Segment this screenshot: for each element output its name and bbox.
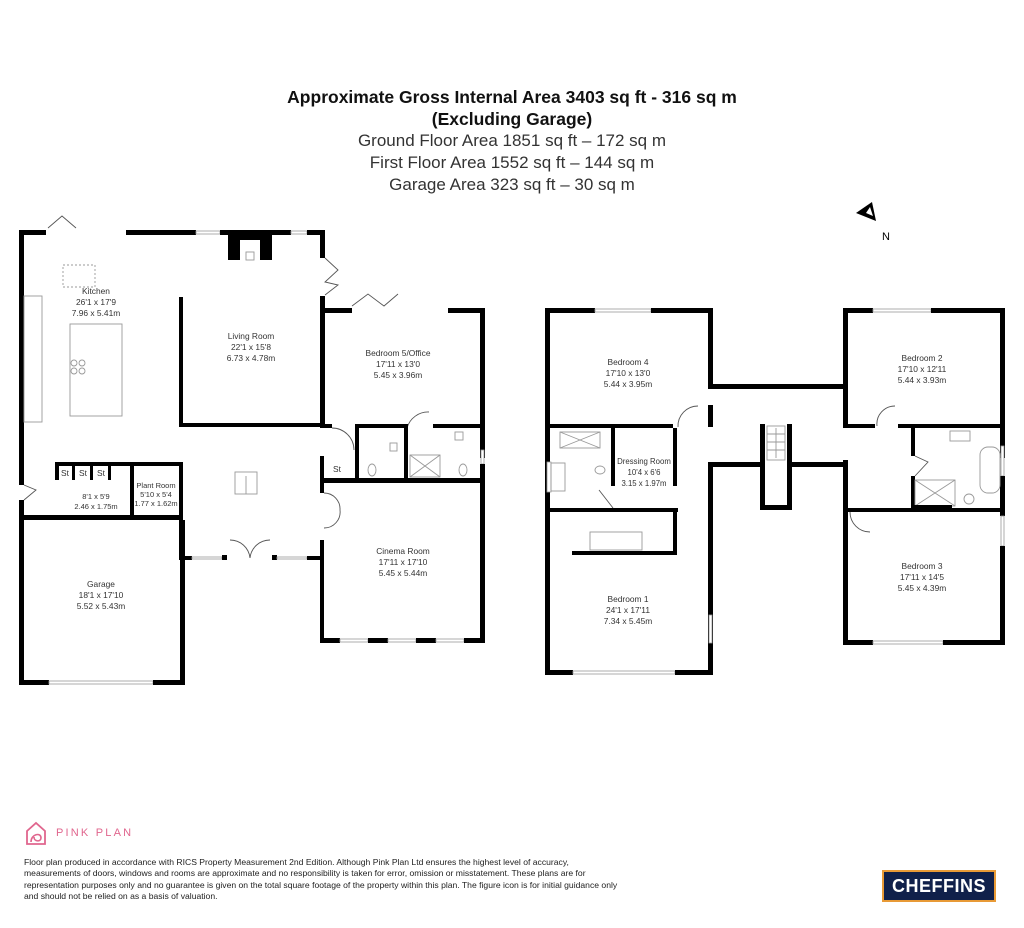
svg-text:24'1 x 17'11: 24'1 x 17'11 <box>605 605 651 615</box>
svg-text:Dressing Room: Dressing Room <box>617 457 671 466</box>
svg-text:Cinema Room: Cinema Room <box>376 546 430 556</box>
garage-area: Garage Area 323 sq ft – 30 sq m <box>389 175 635 194</box>
room-name: Kitchen <box>82 286 110 296</box>
svg-text:2.46 x 1.75m: 2.46 x 1.75m <box>74 502 118 511</box>
svg-text:1.77 x 1.62m: 1.77 x 1.62m <box>134 499 178 508</box>
svg-text:8'1 x 5'9: 8'1 x 5'9 <box>82 492 110 501</box>
svg-text:Bedroom 2: Bedroom 2 <box>901 353 943 363</box>
disclaimer-text: Floor plan produced in accordance with RICS Property Measurement 2nd Edition. Although Pink Plan Ltd ensures the highest level of accuracy, measurements of doors, windows and rooms are approximate and no responsibility is taken for error, omission or misstatement. These plans are for representation purposes only and no guarantee is given on the total square footage of the property within this plan. The figure icon is for initial guidance only and should not be relied on as a basis of valuation. <box>24 857 618 901</box>
ground-floor-area: Ground Floor Area 1851 sq ft – 172 sq m <box>357 131 667 150</box>
svg-text:17'10 x 13'0: 17'10 x 13'0 <box>605 368 651 378</box>
svg-text:6.73 x 4.78m: 6.73 x 4.78m <box>226 353 276 363</box>
svg-text:St: St <box>61 468 69 478</box>
svg-text:22'1 x 15'8: 22'1 x 15'8 <box>231 342 271 352</box>
cheffins-logo-text: CHEFFINS <box>884 872 994 900</box>
cheffins-logo <box>882 870 996 902</box>
svg-text:Bedroom 3: Bedroom 3 <box>901 561 943 571</box>
svg-text:5.45 x 4.39m: 5.45 x 4.39m <box>897 583 947 593</box>
svg-text:17'11 x 14'5: 17'11 x 14'5 <box>899 572 945 582</box>
svg-text:3.15 x 1.97m: 3.15 x 1.97m <box>621 479 667 488</box>
svg-text:7.96 x 5.41m: 7.96 x 5.41m <box>71 308 121 318</box>
pink-plan-brand: PINK PLAN <box>56 827 134 839</box>
house-logo-icon <box>24 820 48 846</box>
svg-text:5.45 x 5.44m: 5.45 x 5.44m <box>378 568 428 578</box>
svg-text:5.52 x 5.43m: 5.52 x 5.43m <box>76 601 126 611</box>
svg-text:17'11 x 13'0: 17'11 x 13'0 <box>375 359 421 369</box>
svg-text:Bedroom 1: Bedroom 1 <box>607 594 649 604</box>
svg-text:St: St <box>79 468 87 478</box>
ground-floor-labels <box>61 286 431 611</box>
svg-text:St: St <box>97 468 105 478</box>
svg-text:Garage: Garage <box>87 579 115 589</box>
svg-text:26'1 x 17'9: 26'1 x 17'9 <box>76 297 116 307</box>
svg-text:5.44 x 3.93m: 5.44 x 3.93m <box>897 375 947 385</box>
svg-text:N: N <box>882 231 890 243</box>
svg-text:5.44 x 3.95m: 5.44 x 3.95m <box>603 379 653 389</box>
first-floor-labels <box>604 353 947 626</box>
first-floor-area: First Floor Area 1552 sq ft – 144 sq m <box>369 153 655 172</box>
svg-text:Bedroom 5/Office: Bedroom 5/Office <box>365 348 431 358</box>
svg-text:Plant Room: Plant Room <box>136 481 176 490</box>
svg-text:10'4 x 6'6: 10'4 x 6'6 <box>627 468 661 477</box>
svg-text:5'10 x 5'4: 5'10 x 5'4 <box>140 490 172 499</box>
north-arrow-icon <box>856 202 890 243</box>
pink-plan-logo <box>24 820 133 846</box>
svg-text:17'11 x 17'10: 17'11 x 17'10 <box>378 557 428 567</box>
svg-text:18'1 x 17'10: 18'1 x 17'10 <box>78 590 124 600</box>
svg-text:5.45 x 3.96m: 5.45 x 3.96m <box>373 370 423 380</box>
excluding-garage-note: (Excluding Garage) <box>431 109 593 129</box>
svg-text:St: St <box>333 464 341 474</box>
svg-text:7.34 x 5.45m: 7.34 x 5.45m <box>603 616 653 626</box>
gross-area-title: Approximate Gross Internal Area 3403 sq ft - 316 sq m <box>287 87 737 107</box>
svg-text:Living Room: Living Room <box>227 331 275 341</box>
svg-text:17'10 x 12'11: 17'10 x 12'11 <box>897 364 947 374</box>
svg-text:Bedroom 4: Bedroom 4 <box>607 357 649 367</box>
